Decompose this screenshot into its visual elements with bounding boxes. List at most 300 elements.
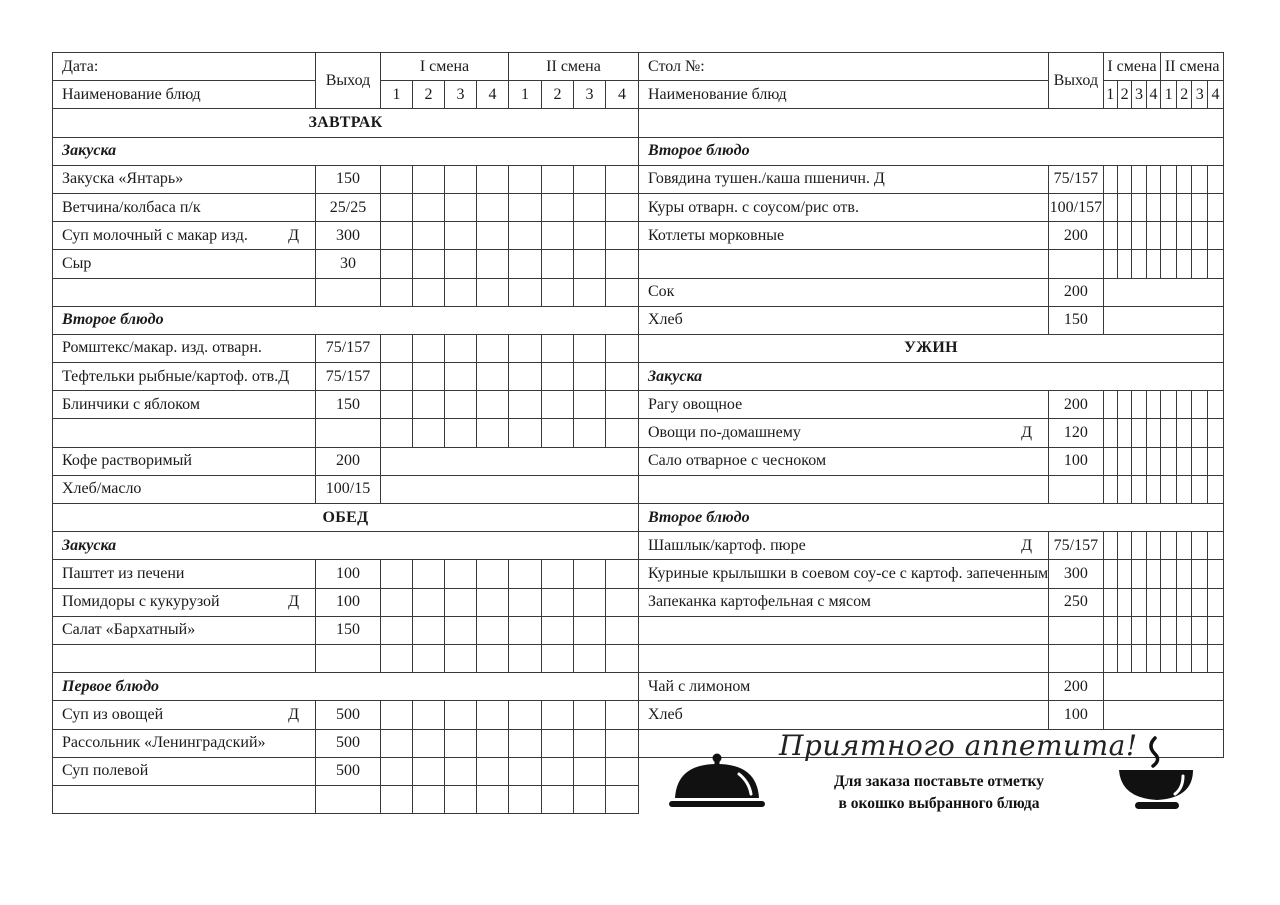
- order-checkbox-cell[interactable]: [1117, 391, 1131, 419]
- order-checkbox-cell[interactable]: [509, 644, 542, 672]
- order-checkbox-cell[interactable]: [542, 616, 574, 644]
- order-checkbox-cell[interactable]: [1146, 193, 1161, 221]
- dish-output: 150: [1049, 306, 1104, 334]
- order-checkbox-cell[interactable]: [1146, 222, 1161, 250]
- order-checkbox-cell[interactable]: [445, 419, 477, 447]
- order-checkbox-cell[interactable]: [1103, 560, 1117, 588]
- dish-output: 300: [1049, 560, 1104, 588]
- order-checkbox-cell[interactable]: [606, 363, 639, 391]
- order-checkbox-cell[interactable]: [606, 165, 639, 193]
- order-checkbox-cell[interactable]: [542, 222, 574, 250]
- order-checkbox-cell[interactable]: [606, 785, 639, 813]
- order-checkbox-cell[interactable]: [1176, 616, 1192, 644]
- meal-title-row: [53, 504, 639, 532]
- order-checkbox-cell[interactable]: [1132, 588, 1146, 616]
- date-field[interactable]: Дата:: [53, 53, 316, 81]
- order-checkbox-cell[interactable]: [574, 193, 606, 221]
- order-checkbox-cell[interactable]: [381, 588, 413, 616]
- order-checkbox-cell[interactable]: [381, 644, 413, 672]
- order-checkbox-cell[interactable]: [1132, 222, 1146, 250]
- order-checkbox-cell[interactable]: [574, 222, 606, 250]
- order-checkbox-cell[interactable]: [477, 644, 509, 672]
- order-checkbox-cell[interactable]: [413, 391, 445, 419]
- order-checkbox-cell[interactable]: [1103, 644, 1117, 672]
- order-checkbox-cell[interactable]: [445, 701, 477, 729]
- order-checkbox-cell[interactable]: [574, 616, 606, 644]
- order-checkbox-cell[interactable]: [1192, 532, 1208, 560]
- order-checkbox-cell[interactable]: [1103, 193, 1117, 221]
- order-checkbox-cell[interactable]: [606, 729, 639, 757]
- order-checkbox-cell[interactable]: [542, 644, 574, 672]
- order-checkbox-cell[interactable]: [1103, 532, 1117, 560]
- order-checkbox-cell[interactable]: [606, 588, 639, 616]
- order-checkbox-cell[interactable]: [606, 644, 639, 672]
- slot-number-header: 4: [477, 81, 509, 109]
- order-checkbox-cell[interactable]: [381, 278, 413, 306]
- order-checkbox-cell[interactable]: [1103, 419, 1117, 447]
- order-checkbox-cell[interactable]: [477, 560, 509, 588]
- order-checkbox-cell[interactable]: [445, 757, 477, 785]
- order-checkbox-cell[interactable]: [1192, 193, 1208, 221]
- dish-output: 200: [1049, 391, 1104, 419]
- order-checkbox-cell[interactable]: [1208, 222, 1224, 250]
- dish-name-text: Суп молочный с макар изд.: [62, 226, 248, 244]
- order-checkbox-cell[interactable]: [445, 334, 477, 362]
- order-checkbox-cell[interactable]: [574, 588, 606, 616]
- dish-row: [53, 729, 639, 757]
- order-checkbox-cell[interactable]: [1161, 588, 1177, 616]
- order-checkbox-cell[interactable]: [1208, 419, 1224, 447]
- order-checkbox-cell[interactable]: [413, 419, 445, 447]
- order-checkbox-cell[interactable]: [606, 250, 639, 278]
- dish-row: [639, 475, 1224, 503]
- order-checkbox-cell[interactable]: [542, 701, 574, 729]
- order-checkbox-cell[interactable]: [1192, 644, 1208, 672]
- order-checkbox-cell[interactable]: [606, 616, 639, 644]
- order-checkbox-cell[interactable]: [1176, 391, 1192, 419]
- category-title: Закуска: [53, 137, 639, 165]
- order-checkbox-cell[interactable]: [1117, 250, 1131, 278]
- order-checkbox-cell[interactable]: [445, 222, 477, 250]
- dish-output: 100: [316, 560, 381, 588]
- order-checkbox-cell[interactable]: [381, 391, 413, 419]
- order-checkbox-cell[interactable]: [1146, 588, 1161, 616]
- order-checkbox-cell[interactable]: [445, 560, 477, 588]
- order-checkbox-cell[interactable]: [574, 757, 606, 785]
- order-checkbox-cell[interactable]: [1132, 391, 1146, 419]
- dish-name-text: Рагу овощное: [648, 395, 743, 413]
- order-checkbox-cell[interactable]: [1132, 419, 1146, 447]
- order-checkbox-cell[interactable]: [381, 701, 413, 729]
- order-checkbox-cell[interactable]: [574, 278, 606, 306]
- order-checkbox-cell[interactable]: [381, 419, 413, 447]
- order-checkbox-cell[interactable]: [413, 250, 445, 278]
- order-checkbox-cell[interactable]: [574, 391, 606, 419]
- order-checkbox-cell[interactable]: [1192, 165, 1208, 193]
- order-checkbox-cell[interactable]: [574, 560, 606, 588]
- order-checkbox-cell[interactable]: [1208, 644, 1224, 672]
- dish-output: 100/157: [1049, 193, 1104, 221]
- order-checkbox-cell[interactable]: [542, 278, 574, 306]
- order-checkbox-cell[interactable]: [1176, 419, 1192, 447]
- shift-1-header: I смена: [381, 53, 509, 81]
- order-checkbox-cell[interactable]: [1146, 644, 1161, 672]
- order-checkbox-cell[interactable]: [542, 560, 574, 588]
- order-checkbox-cell[interactable]: [542, 757, 574, 785]
- dish-row: [53, 363, 639, 391]
- order-checkbox-cell[interactable]: [1117, 560, 1131, 588]
- order-checkbox-cell[interactable]: [606, 757, 639, 785]
- order-checkbox-cell[interactable]: [509, 391, 542, 419]
- order-checkbox-cell[interactable]: [1161, 447, 1177, 475]
- order-checkbox-cell[interactable]: [1117, 644, 1131, 672]
- order-checkbox-cell[interactable]: [1176, 250, 1192, 278]
- order-checkbox-cell[interactable]: [477, 363, 509, 391]
- order-checkbox-cell[interactable]: [1132, 447, 1146, 475]
- order-checkbox-cell[interactable]: [542, 250, 574, 278]
- order-checkbox-cell[interactable]: [606, 278, 639, 306]
- category-title: Второе блюдо: [639, 137, 1224, 165]
- order-checkbox-cell[interactable]: [509, 757, 542, 785]
- blank-cell: [639, 109, 1224, 137]
- order-checkbox-cell[interactable]: [1176, 560, 1192, 588]
- dish-name: [53, 334, 316, 362]
- dish-name: [639, 475, 1049, 503]
- order-checkbox-cell[interactable]: [542, 363, 574, 391]
- order-checkbox-cell[interactable]: [413, 616, 445, 644]
- order-checkbox-cell[interactable]: [1132, 475, 1146, 503]
- order-checkbox-cell[interactable]: [574, 785, 606, 813]
- output-column-header: Выход: [316, 53, 381, 109]
- dish-name: [53, 729, 316, 757]
- order-checkbox-cell[interactable]: [477, 391, 509, 419]
- dish-output: 500: [316, 729, 381, 757]
- order-checkbox-cell[interactable]: [1161, 391, 1177, 419]
- order-checkbox-cell[interactable]: [1132, 616, 1146, 644]
- order-checkbox-cell[interactable]: [1208, 475, 1224, 503]
- blank-span-cell: [381, 475, 639, 503]
- order-checkbox-cell[interactable]: [509, 616, 542, 644]
- order-checkbox-cell[interactable]: [1146, 165, 1161, 193]
- dish-name: [639, 588, 1049, 616]
- order-checkbox-cell[interactable]: [477, 616, 509, 644]
- order-checkbox-cell[interactable]: [1103, 250, 1117, 278]
- order-checkbox-cell[interactable]: [1176, 588, 1192, 616]
- order-checkbox-cell[interactable]: [1161, 193, 1177, 221]
- dish-name-text: Салат «Бархатный»: [62, 621, 196, 639]
- order-checkbox-cell[interactable]: [1117, 193, 1131, 221]
- order-checkbox-cell[interactable]: [381, 757, 413, 785]
- order-checkbox-cell[interactable]: [1161, 475, 1177, 503]
- order-checkbox-cell[interactable]: [477, 588, 509, 616]
- order-checkbox-cell[interactable]: [542, 785, 574, 813]
- dish-output: 200: [316, 447, 381, 475]
- order-checkbox-cell[interactable]: [606, 193, 639, 221]
- order-checkbox-cell[interactable]: [542, 391, 574, 419]
- order-checkbox-cell[interactable]: [1208, 193, 1224, 221]
- dish-row: [53, 644, 639, 672]
- order-checkbox-cell[interactable]: [445, 193, 477, 221]
- order-checkbox-cell[interactable]: [1176, 193, 1192, 221]
- order-checkbox-cell[interactable]: [1146, 419, 1161, 447]
- order-checkbox-cell[interactable]: [542, 729, 574, 757]
- order-checkbox-cell[interactable]: [477, 278, 509, 306]
- diet-mark: Д: [288, 593, 299, 611]
- order-checkbox-cell[interactable]: [381, 193, 413, 221]
- order-checkbox-cell[interactable]: [1103, 616, 1117, 644]
- order-checkbox-cell[interactable]: [1132, 193, 1146, 221]
- order-checkbox-cell[interactable]: [1176, 222, 1192, 250]
- order-checkbox-cell[interactable]: [413, 757, 445, 785]
- order-checkbox-cell[interactable]: [606, 222, 639, 250]
- order-checkbox-cell[interactable]: [1117, 165, 1131, 193]
- order-checkbox-cell[interactable]: [1117, 419, 1131, 447]
- order-checkbox-cell[interactable]: [1132, 560, 1146, 588]
- dish-name: [53, 193, 316, 221]
- order-checkbox-cell[interactable]: [1192, 475, 1208, 503]
- slot-number-header: 1: [381, 81, 413, 109]
- order-checkbox-cell[interactable]: [1117, 616, 1131, 644]
- order-checkbox-cell[interactable]: [1192, 560, 1208, 588]
- order-checkbox-cell[interactable]: [381, 616, 413, 644]
- order-checkbox-cell[interactable]: [542, 193, 574, 221]
- order-checkbox-cell[interactable]: [381, 363, 413, 391]
- order-checkbox-cell[interactable]: [1132, 532, 1146, 560]
- order-checkbox-cell[interactable]: [606, 701, 639, 729]
- order-checkbox-cell[interactable]: [1146, 391, 1161, 419]
- order-checkbox-cell[interactable]: [413, 363, 445, 391]
- order-checkbox-cell[interactable]: [1192, 419, 1208, 447]
- order-checkbox-cell[interactable]: [477, 757, 509, 785]
- meal-title-row: [639, 334, 1224, 362]
- order-checkbox-cell[interactable]: [1192, 447, 1208, 475]
- order-checkbox-cell[interactable]: [1176, 532, 1192, 560]
- order-checkbox-cell[interactable]: [445, 165, 477, 193]
- dish-output: 100/15: [316, 475, 381, 503]
- order-checkbox-cell[interactable]: [1103, 475, 1117, 503]
- order-checkbox-cell[interactable]: [1146, 560, 1161, 588]
- order-checkbox-cell[interactable]: [1103, 391, 1117, 419]
- slot-number-header: 2: [542, 81, 574, 109]
- order-checkbox-cell[interactable]: [542, 419, 574, 447]
- dish-output: [316, 644, 381, 672]
- slot-number-header: 1: [509, 81, 542, 109]
- order-checkbox-cell[interactable]: [1192, 616, 1208, 644]
- order-checkbox-cell[interactable]: [574, 729, 606, 757]
- order-checkbox-cell[interactable]: [1208, 588, 1224, 616]
- order-checkbox-cell[interactable]: [574, 644, 606, 672]
- order-checkbox-cell[interactable]: [445, 250, 477, 278]
- order-checkbox-cell[interactable]: [1132, 644, 1146, 672]
- order-checkbox-cell[interactable]: [413, 588, 445, 616]
- order-checkbox-cell[interactable]: [477, 419, 509, 447]
- order-checkbox-cell[interactable]: [1117, 532, 1131, 560]
- dish-row: [53, 701, 639, 729]
- order-checkbox-cell[interactable]: [413, 278, 445, 306]
- order-checkbox-cell[interactable]: [1161, 532, 1177, 560]
- category-row: [53, 673, 639, 701]
- order-checkbox-cell[interactable]: [413, 644, 445, 672]
- order-checkbox-cell[interactable]: [477, 785, 509, 813]
- order-checkbox-cell[interactable]: [381, 165, 413, 193]
- dish-name: Кофе растворимый: [53, 447, 316, 475]
- order-checkbox-cell[interactable]: [477, 165, 509, 193]
- order-checkbox-cell[interactable]: [1208, 560, 1224, 588]
- output-column-header: Выход: [1049, 53, 1104, 109]
- order-checkbox-cell[interactable]: [509, 334, 542, 362]
- order-checkbox-cell[interactable]: [1208, 391, 1224, 419]
- dish-row: [639, 447, 1224, 475]
- order-checkbox-cell[interactable]: [542, 588, 574, 616]
- order-checkbox-cell[interactable]: [445, 616, 477, 644]
- order-checkbox-cell[interactable]: [606, 334, 639, 362]
- order-checkbox-cell[interactable]: [1103, 588, 1117, 616]
- order-checkbox-cell[interactable]: [1146, 616, 1161, 644]
- order-checkbox-cell[interactable]: [1117, 588, 1131, 616]
- order-checkbox-cell[interactable]: [574, 250, 606, 278]
- order-checkbox-cell[interactable]: [1103, 222, 1117, 250]
- order-checkbox-cell[interactable]: [413, 729, 445, 757]
- order-checkbox-cell[interactable]: [574, 363, 606, 391]
- order-checkbox-cell[interactable]: [381, 785, 413, 813]
- order-checkbox-cell[interactable]: [1161, 616, 1177, 644]
- order-checkbox-cell[interactable]: [1161, 250, 1177, 278]
- order-checkbox-cell[interactable]: [1192, 391, 1208, 419]
- dish-row: [53, 334, 639, 362]
- order-checkbox-cell[interactable]: [1161, 419, 1177, 447]
- order-checkbox-cell[interactable]: [1176, 165, 1192, 193]
- dish-output: 300: [316, 222, 381, 250]
- table-number-field[interactable]: Стол №:: [639, 53, 1049, 81]
- order-checkbox-cell[interactable]: [1103, 447, 1117, 475]
- order-checkbox-cell[interactable]: [574, 165, 606, 193]
- order-checkbox-cell[interactable]: [1161, 560, 1177, 588]
- order-checkbox-cell[interactable]: [1117, 447, 1131, 475]
- order-checkbox-cell[interactable]: [1192, 222, 1208, 250]
- order-checkbox-cell[interactable]: [1208, 250, 1224, 278]
- order-checkbox-cell[interactable]: [1208, 447, 1224, 475]
- order-checkbox-cell[interactable]: [477, 222, 509, 250]
- order-checkbox-cell[interactable]: [477, 701, 509, 729]
- order-checkbox-cell[interactable]: [509, 560, 542, 588]
- order-checkbox-cell[interactable]: [509, 222, 542, 250]
- order-checkbox-cell[interactable]: [1161, 222, 1177, 250]
- order-checkbox-cell[interactable]: [606, 560, 639, 588]
- order-checkbox-cell[interactable]: [509, 193, 542, 221]
- order-checkbox-cell[interactable]: [606, 391, 639, 419]
- order-checkbox-cell[interactable]: [1208, 532, 1224, 560]
- dish-output: [1049, 644, 1104, 672]
- dish-name-text: Суп из овощей: [62, 705, 164, 723]
- order-checkbox-cell[interactable]: [509, 785, 542, 813]
- dish-name: [639, 532, 1049, 560]
- order-checkbox-cell[interactable]: [445, 729, 477, 757]
- order-checkbox-cell[interactable]: [381, 729, 413, 757]
- order-checkbox-cell[interactable]: [1176, 475, 1192, 503]
- order-checkbox-cell[interactable]: [1192, 588, 1208, 616]
- order-checkbox-cell[interactable]: [1161, 644, 1177, 672]
- order-checkbox-cell[interactable]: [413, 193, 445, 221]
- diet-mark: Д: [288, 705, 299, 723]
- order-checkbox-cell[interactable]: [381, 222, 413, 250]
- category-row: [639, 504, 1224, 532]
- order-checkbox-cell[interactable]: [1103, 165, 1117, 193]
- dish-output: [1049, 475, 1104, 503]
- dish-name-text: Рассольник «Ленинградский»: [62, 734, 266, 752]
- order-checkbox-cell[interactable]: [542, 165, 574, 193]
- order-checkbox-cell[interactable]: [574, 334, 606, 362]
- order-checkbox-cell[interactable]: [1208, 165, 1224, 193]
- order-checkbox-cell[interactable]: [509, 588, 542, 616]
- order-checkbox-cell[interactable]: [606, 419, 639, 447]
- order-checkbox-cell[interactable]: [1132, 250, 1146, 278]
- order-checkbox-cell[interactable]: [445, 391, 477, 419]
- order-checkbox-cell[interactable]: [445, 644, 477, 672]
- dish-name: Хлеб: [639, 306, 1049, 334]
- order-checkbox-cell[interactable]: [413, 222, 445, 250]
- order-checkbox-cell[interactable]: [445, 363, 477, 391]
- order-checkbox-cell[interactable]: [1146, 447, 1161, 475]
- order-checkbox-cell[interactable]: [413, 701, 445, 729]
- order-checkbox-cell[interactable]: [1117, 222, 1131, 250]
- order-checkbox-cell[interactable]: [509, 165, 542, 193]
- order-checkbox-cell[interactable]: [509, 278, 542, 306]
- order-checkbox-cell[interactable]: [509, 250, 542, 278]
- order-checkbox-cell[interactable]: [542, 334, 574, 362]
- dish-name: [53, 616, 316, 644]
- order-checkbox-cell[interactable]: [1146, 475, 1161, 503]
- order-checkbox-cell[interactable]: [381, 334, 413, 362]
- dish-name-text: Говядина тушен./каша пшеничн. Д: [648, 170, 885, 188]
- order-checkbox-cell[interactable]: [1146, 532, 1161, 560]
- order-checkbox-cell[interactable]: [1176, 447, 1192, 475]
- order-checkbox-cell[interactable]: [1192, 250, 1208, 278]
- dish-name: [53, 419, 316, 447]
- order-checkbox-cell[interactable]: [1208, 616, 1224, 644]
- order-checkbox-cell[interactable]: [509, 729, 542, 757]
- order-checkbox-cell[interactable]: [413, 785, 445, 813]
- order-checkbox-cell[interactable]: [574, 419, 606, 447]
- order-checkbox-cell[interactable]: [413, 560, 445, 588]
- order-checkbox-cell[interactable]: [477, 193, 509, 221]
- order-checkbox-cell[interactable]: [1117, 475, 1131, 503]
- order-checkbox-cell[interactable]: [445, 785, 477, 813]
- order-checkbox-cell[interactable]: [509, 701, 542, 729]
- order-checkbox-cell[interactable]: [445, 588, 477, 616]
- order-checkbox-cell[interactable]: [413, 334, 445, 362]
- order-checkbox-cell[interactable]: [413, 165, 445, 193]
- order-checkbox-cell[interactable]: [509, 363, 542, 391]
- order-checkbox-cell[interactable]: [574, 701, 606, 729]
- order-checkbox-cell[interactable]: [1146, 250, 1161, 278]
- dish-name-text: Ромштекс/макар. изд. отварн.: [62, 339, 262, 357]
- dish-output: 75/157: [316, 334, 381, 362]
- order-checkbox-cell[interactable]: [477, 334, 509, 362]
- order-checkbox-cell[interactable]: [477, 729, 509, 757]
- order-checkbox-cell[interactable]: [1132, 165, 1146, 193]
- order-checkbox-cell[interactable]: [381, 250, 413, 278]
- order-checkbox-cell[interactable]: [1176, 644, 1192, 672]
- order-checkbox-cell[interactable]: [445, 278, 477, 306]
- dish-row: [639, 616, 1224, 644]
- order-checkbox-cell[interactable]: [509, 419, 542, 447]
- order-checkbox-cell[interactable]: [381, 560, 413, 588]
- order-checkbox-cell[interactable]: [477, 250, 509, 278]
- order-checkbox-cell[interactable]: [1161, 165, 1177, 193]
- dish-row: [53, 391, 639, 419]
- footer-row: [639, 729, 1224, 757]
- slot-number-header: 2: [413, 81, 445, 109]
